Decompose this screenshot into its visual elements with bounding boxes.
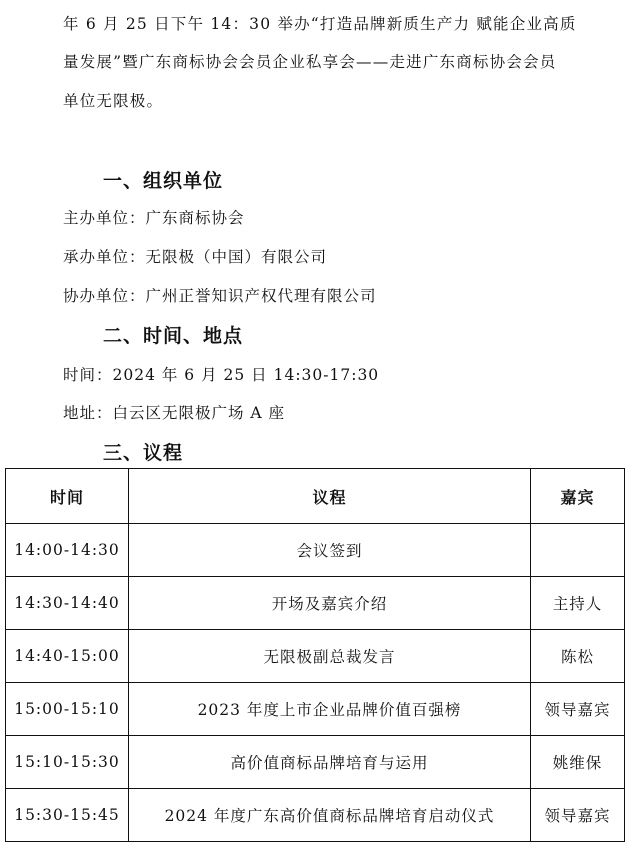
row-guest: 领导嘉宾 bbox=[531, 789, 625, 842]
table-row bbox=[6, 683, 625, 736]
table-row bbox=[6, 524, 625, 577]
header-item: 议程 bbox=[129, 469, 531, 524]
row-time: 14:30-14:40 bbox=[6, 577, 129, 630]
agenda-table bbox=[5, 468, 625, 842]
row-time: 15:00-15:10 bbox=[6, 683, 129, 736]
row-guest: 领导嘉宾 bbox=[531, 683, 625, 736]
intro-line-3: 单位无限极。 bbox=[63, 92, 164, 110]
row-item: 2023 年度上市企业品牌价值百强榜 bbox=[129, 683, 531, 736]
row-time: 14:00-14:30 bbox=[6, 524, 129, 577]
table-row bbox=[6, 630, 625, 683]
row-guest: 陈松 bbox=[531, 630, 625, 683]
row-item: 会议签到 bbox=[129, 524, 531, 577]
host-line: 主办单位：广东商标协会 bbox=[63, 209, 245, 227]
row-guest: 姚维保 bbox=[531, 736, 625, 789]
table-row bbox=[6, 736, 625, 789]
row-time: 14:40-15:00 bbox=[6, 630, 129, 683]
table-row bbox=[6, 789, 625, 842]
section-heading-agenda: 三、议程 bbox=[103, 442, 184, 464]
row-item: 无限极副总裁发言 bbox=[129, 630, 531, 683]
row-time: 15:10-15:30 bbox=[6, 736, 129, 789]
intro-line-1: 年 6 月 25 日下午 14：30 举办“打造品牌新质生产力 赋能企业高质 bbox=[63, 15, 577, 33]
agenda-header-row bbox=[6, 469, 625, 524]
organizer-line: 承办单位：无限极（中国）有限公司 bbox=[63, 248, 328, 266]
table-row bbox=[6, 577, 625, 630]
time-line: 时间：2024 年 6 月 25 日 14:30-17:30 bbox=[63, 366, 380, 384]
co-organizer-line: 协办单位：广州正誉知识产权代理有限公司 bbox=[63, 287, 377, 305]
row-item: 开场及嘉宾介绍 bbox=[129, 577, 531, 630]
intro-line-2: 量发展”暨广东商标协会会员企业私享会——走进广东商标协会会员 bbox=[63, 53, 557, 71]
header-guest: 嘉宾 bbox=[531, 469, 625, 524]
row-item: 高价值商标品牌培育与运用 bbox=[129, 736, 531, 789]
section-heading-time-place: 二、时间、地点 bbox=[103, 325, 244, 347]
row-guest: 主持人 bbox=[531, 577, 625, 630]
place-line: 地址：白云区无限极广场 A 座 bbox=[63, 404, 286, 422]
row-time: 15:30-15:45 bbox=[6, 789, 129, 842]
row-item: 2024 年度广东高价值商标品牌培育启动仪式 bbox=[129, 789, 531, 842]
section-heading-organizers: 一、组织单位 bbox=[103, 170, 224, 192]
row-guest bbox=[531, 524, 625, 577]
header-time: 时间 bbox=[6, 469, 129, 524]
